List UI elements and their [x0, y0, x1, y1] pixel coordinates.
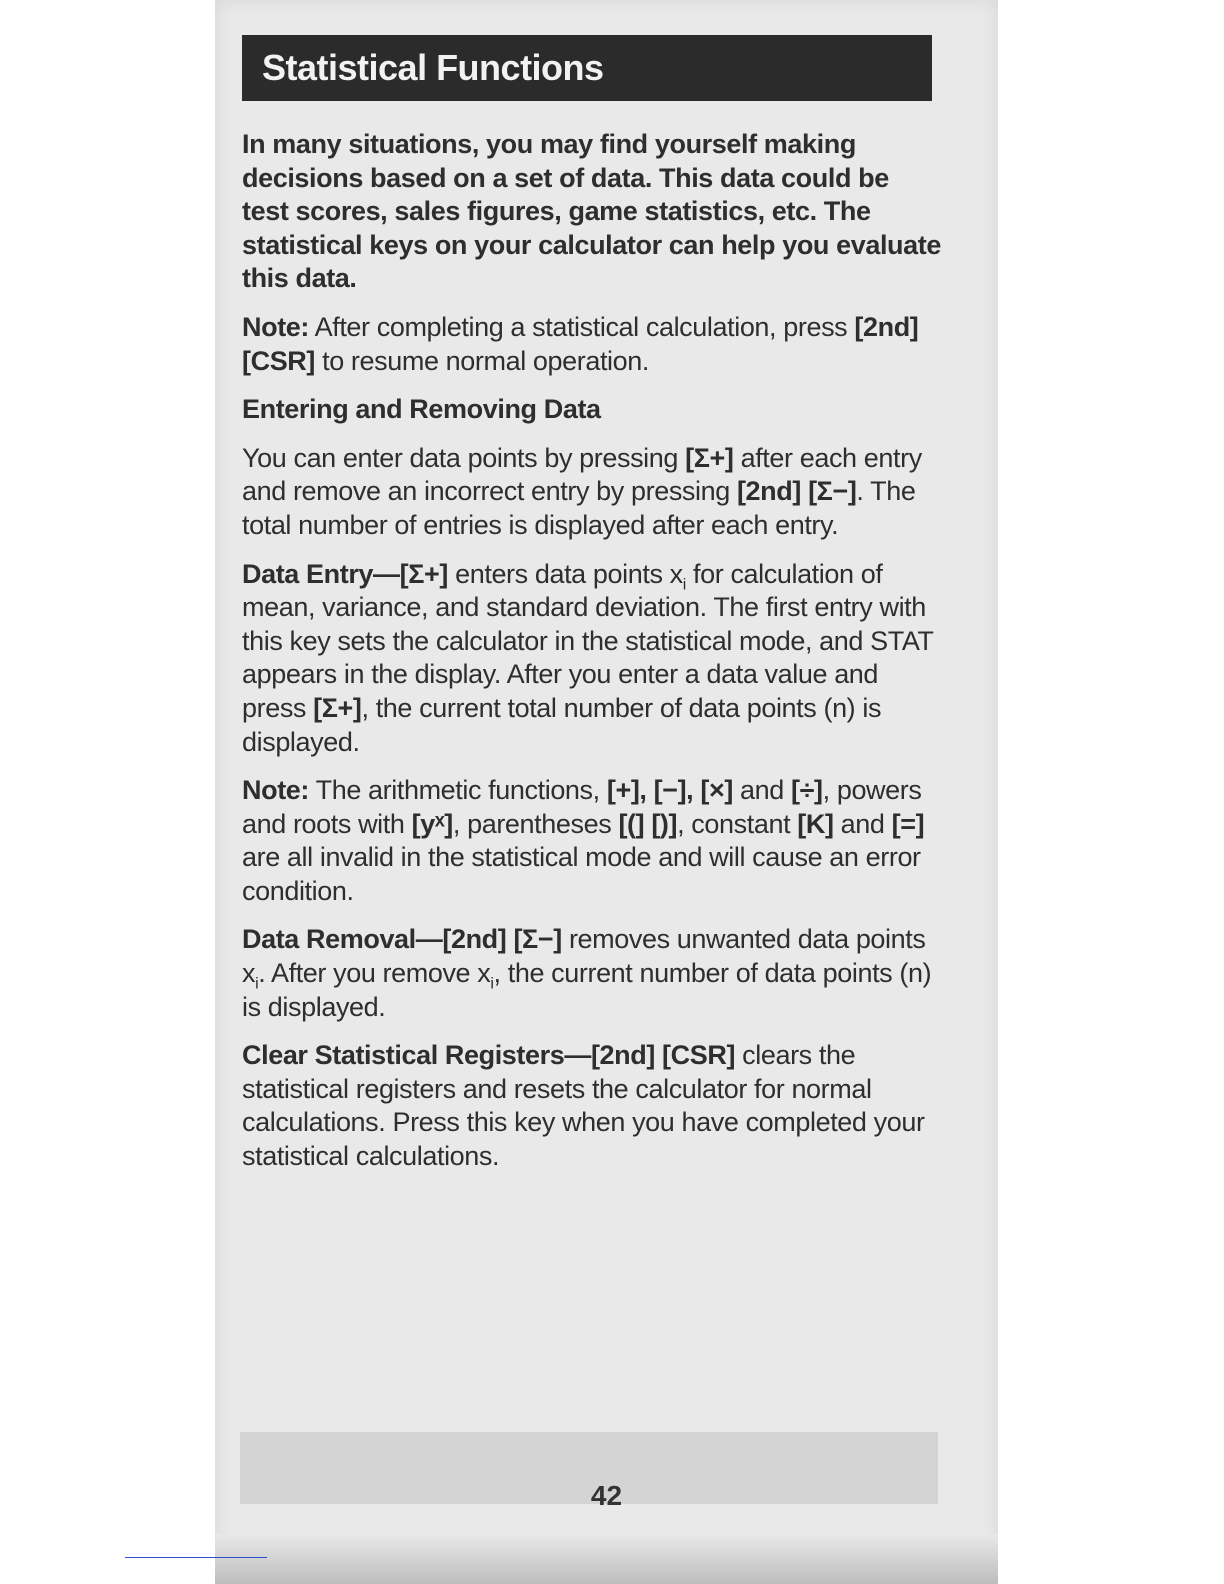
key-csr: [CSR]	[662, 1040, 736, 1071]
data-entry-label: Data Entry—	[242, 558, 400, 589]
note-text: , powers and roots with	[242, 775, 922, 839]
note-invalid-paragraph	[242, 774, 942, 908]
entering-text: . The total number of entries is displayed after each entry.	[242, 476, 916, 540]
key-2nd: [2nd]	[442, 924, 507, 955]
entering-paragraph	[242, 442, 942, 543]
intro-paragraph: In many situations, you may find yourself making decisions based on a set of data. This data could be test scores, sales figures, game statistics, etc. The statistical keys on your calculator can help you evaluate this data.	[242, 129, 941, 294]
data-removal-text: , the current number of data points (n) is displayed.	[242, 958, 932, 1022]
note-text: to resume normal operation.	[322, 345, 649, 376]
page-content	[242, 128, 942, 1189]
data-entry-paragraph	[242, 558, 942, 760]
key-equals: [=]	[891, 808, 925, 839]
key-sigma-plus: [Σ+]	[685, 442, 734, 473]
section-header-bar	[242, 35, 932, 101]
note-text: , parentheses	[452, 808, 612, 839]
note-text: After completing a statistical calculation, press	[314, 311, 848, 342]
subscript-i: i	[682, 575, 686, 593]
keys-arithmetic: [+], [−], [×]	[606, 775, 733, 806]
clear-registers-text: clears the statistical registers and resets the calculator for normal calculations. Press this key when you have completed your statistical calculations.	[242, 1040, 925, 1172]
data-entry-text: for calculation of mean, variance, and standard deviation. The first entry with this key sets the calculator in the statistical mode, and STAT appears in the display. After you enter a data value and press	[242, 558, 934, 723]
key-sigma-plus: [Σ+]	[313, 692, 362, 723]
note-resume-paragraph	[242, 311, 942, 378]
subscript-i: i	[255, 975, 259, 993]
key-2nd: [2nd]	[736, 476, 801, 507]
data-removal-text: . After you remove x	[258, 958, 491, 989]
key-y-to-x: [yˣ]	[411, 808, 453, 839]
section-heading: Entering and Removing Data	[242, 394, 601, 425]
clear-registers-label: Clear Statistical Registers—	[242, 1040, 591, 1071]
data-removal-text: removes unwanted data points x	[242, 924, 926, 989]
page-bottom-shadow	[215, 1534, 998, 1584]
key-csr: [CSR]	[242, 345, 315, 376]
note-text: and	[840, 808, 885, 839]
subscript-i: i	[490, 975, 494, 993]
page-number: 42	[590, 1480, 623, 1511]
note-text: and	[740, 775, 784, 806]
note-text: are all invalid in the statistical mode and will cause an error condition.	[242, 842, 921, 906]
key-2nd: [2nd]	[590, 1040, 655, 1071]
key-sigma-minus: [Σ−]	[808, 476, 857, 507]
key-sigma-plus: [Σ+]	[399, 558, 448, 589]
note-label: Note:	[242, 775, 309, 806]
data-removal-label: Data Removal—	[242, 924, 443, 955]
key-constant: [K]	[797, 808, 834, 839]
entering-text: You can enter data points by pressing	[242, 442, 679, 473]
clear-registers-paragraph	[242, 1039, 942, 1173]
note-text: , constant	[677, 808, 791, 839]
keys-parentheses: [(] [)]	[618, 808, 678, 839]
page-title: Statistical Functions	[262, 47, 604, 88]
data-removal-paragraph	[242, 923, 942, 1024]
note-label: Note:	[242, 311, 309, 342]
entering-text: after each entry and remove an incorrect entry by pressing	[242, 442, 922, 507]
key-2nd: [2nd]	[854, 311, 919, 342]
note-text: The arithmetic functions,	[315, 775, 600, 806]
data-entry-text: , the current total number of data points (n) is displayed.	[242, 692, 882, 757]
key-sigma-minus: [Σ−]	[513, 924, 562, 955]
corner-rule-line	[125, 1557, 267, 1558]
data-entry-text: enters data points x	[455, 558, 683, 589]
manual-page	[215, 0, 998, 1584]
key-divide: [÷]	[791, 775, 823, 806]
